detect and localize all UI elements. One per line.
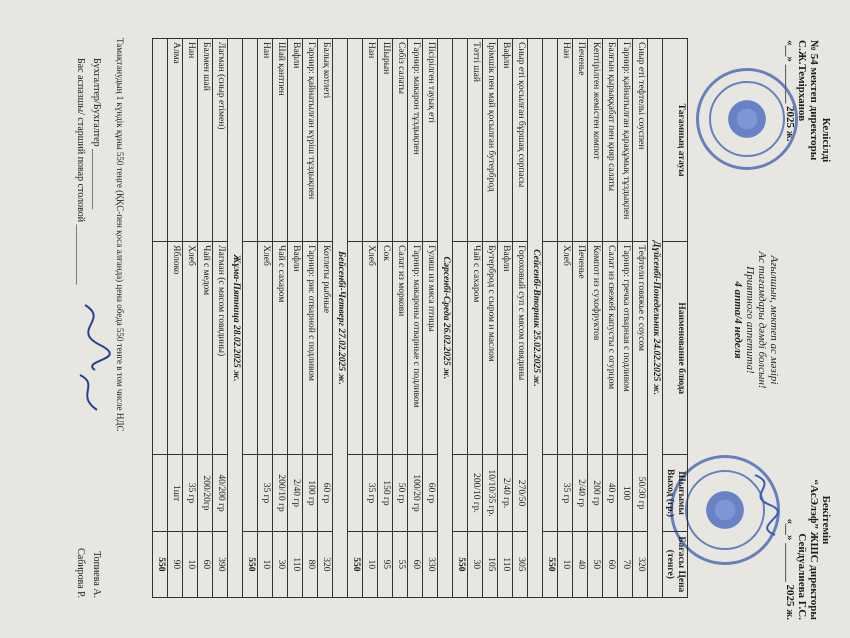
price: 40	[573, 531, 588, 597]
price: 30	[468, 531, 483, 597]
menu-title-block	[732, 220, 780, 420]
header-portion: Шығымы Выход (гр.)	[663, 455, 688, 531]
empty-cell	[453, 242, 468, 455]
empty-cell	[243, 242, 258, 455]
day-total-row	[243, 39, 258, 598]
day-title: Дүйсенбі-Понедельник 24.02.2025 ж.	[648, 39, 663, 598]
table-row	[303, 39, 318, 598]
portion: 35 гр	[363, 455, 378, 531]
dish-name-ru: Чай с сахаром	[468, 242, 483, 455]
empty-cell	[243, 455, 258, 531]
table-row	[258, 39, 273, 598]
day-title-row	[438, 39, 453, 598]
accountant-name: Топиева А.	[91, 551, 102, 598]
dish-name-kz: Нан	[183, 39, 198, 242]
empty-cell	[153, 242, 168, 455]
dish-name-kz: Вафли	[288, 39, 303, 242]
price: 10	[258, 531, 273, 597]
menu-table-body	[153, 39, 663, 598]
portion: 40/200 гр	[213, 455, 228, 531]
table-row	[588, 39, 603, 598]
dish-name-kz: Ірімшік пен май қосылған бутерброд	[483, 39, 498, 242]
day-total: 550	[543, 531, 558, 597]
dish-name-ru: Хлеб	[363, 242, 378, 455]
portion: 200/10 гр	[273, 455, 288, 531]
table-row	[423, 39, 438, 598]
approval-right	[784, 420, 832, 620]
price: 95	[378, 531, 393, 597]
empty-cell	[453, 455, 468, 531]
empty-cell	[153, 39, 168, 242]
price: 320	[318, 531, 333, 597]
dish-name-ru: Салат из моркови	[393, 242, 408, 455]
price-note: Тамақтанудың 1 күндік құны 550 теңге (ҚҚС-пен қоса алғанда) цена обеда 550 тенге в том числе НДС	[115, 38, 125, 432]
dish-name-kz: Гарнир: қайнатылған күріш тұздықпен	[303, 39, 318, 242]
empty-cell	[243, 39, 258, 242]
portion: 60 гр	[423, 455, 438, 531]
dish-name-kz: Гарнир: макарон тұздықпен	[408, 39, 423, 242]
dish-name-kz: Печенье	[573, 39, 588, 242]
portion: 10/10/35 гр.	[483, 455, 498, 531]
dish-name-ru: Лагман (с мясом говядины)	[213, 242, 228, 455]
dish-name-kz: Шай қантпен	[273, 39, 288, 242]
day-total-row	[348, 39, 363, 598]
menu-week: 4 апта/4 неделя	[732, 281, 744, 359]
approval-right-title: Бекітемін	[820, 495, 832, 545]
dish-name-kz: Шырын	[378, 39, 393, 242]
school-stamp	[696, 68, 798, 170]
price: 60	[408, 531, 423, 597]
price: 110	[288, 531, 303, 597]
portion: 200/20гр	[198, 455, 213, 531]
price: 110	[498, 531, 513, 597]
dish-name-ru: Котлеты рыбные	[318, 242, 333, 455]
approval-left-title: Келісілді	[820, 117, 832, 163]
approval-right-line3: «__» _______ 2025 ж.	[784, 518, 796, 620]
price: 60	[603, 531, 618, 597]
portion: 200/10 гр.	[468, 455, 483, 531]
dish-name-kz: Сиыр еті тефтельі соуспен	[633, 39, 648, 242]
dish-name-ru: Гуляш из мяса птицы	[423, 242, 438, 455]
empty-cell	[348, 242, 363, 455]
approval-right-line1: “АсЭлэф” ЖШС директоры	[808, 479, 820, 620]
price: 30	[273, 531, 288, 597]
dish-name-kz: Сәбіз салаты	[393, 39, 408, 242]
table-row	[318, 39, 333, 598]
dish-name-ru: Гороховый суп с мясом говядины	[513, 242, 528, 455]
day-total: 550	[348, 531, 363, 597]
header-ru-name: Наименование блюда	[663, 242, 688, 455]
cook-line: Бас аспазшы/ старший повар столовой ____________ Сабирова Р.	[75, 58, 86, 598]
table-row	[168, 39, 183, 598]
portion: 35 гр	[183, 455, 198, 531]
portion: 35 гр	[258, 455, 273, 531]
dish-name-kz: Тәтті шай	[468, 39, 483, 242]
price: 90	[168, 531, 183, 597]
price: 55	[393, 531, 408, 597]
dish-name-ru: Вафли	[498, 242, 513, 455]
dish-name-kz: Кептірілген жемістен компот	[588, 39, 603, 242]
empty-cell	[348, 39, 363, 242]
dish-name-ru: Чай с медом	[198, 242, 213, 455]
price: 50	[588, 531, 603, 597]
dish-name-ru: Хлеб	[558, 242, 573, 455]
dish-name-kz: Нан	[363, 39, 378, 242]
table-row	[483, 39, 498, 598]
portion: 100	[618, 455, 633, 531]
portion: 1шт	[168, 455, 183, 531]
portion: 40 гр	[603, 455, 618, 531]
empty-cell	[153, 455, 168, 531]
empty-cell	[348, 455, 363, 531]
empty-cell	[543, 455, 558, 531]
cook-label: Бас аспазшы/ старший повар столовой	[75, 58, 86, 223]
portion: 200 гр	[588, 455, 603, 531]
day-total: 550	[453, 531, 468, 597]
table-row	[498, 39, 513, 598]
dish-name-kz: Нан	[258, 39, 273, 242]
table-row	[183, 39, 198, 598]
day-title: Бейсенбі-Четверг 27.02.2025 ж.	[333, 39, 348, 598]
table-row	[288, 39, 303, 598]
price: 390	[213, 531, 228, 597]
table-row	[513, 39, 528, 598]
table-row	[393, 39, 408, 598]
portion: 2/40 гр	[573, 455, 588, 531]
dish-name-ru: Сок	[378, 242, 393, 455]
dish-name-kz: Балық котлеті	[318, 39, 333, 242]
price: 70	[618, 531, 633, 597]
day-title-row	[228, 39, 243, 598]
table-row	[603, 39, 618, 598]
price: 320	[633, 531, 648, 597]
table-row	[408, 39, 423, 598]
dish-name-kz: Сиыр еті қосылған бұршақ сорпасы	[513, 39, 528, 242]
price: 10	[558, 531, 573, 597]
portion: 35 гр	[558, 455, 573, 531]
dish-name-kz: Балмен шай	[198, 39, 213, 242]
portion: 270/50	[513, 455, 528, 531]
dish-name-ru: Салат из свежей капусты с огурцом	[603, 242, 618, 455]
approval-left-line3: «__» _______ 2025 ж.	[784, 40, 796, 142]
table-row	[633, 39, 648, 598]
dish-name-ru: Чай с сахаром	[273, 242, 288, 455]
table-row	[273, 39, 288, 598]
price: 330	[423, 531, 438, 597]
price: 80	[303, 531, 318, 597]
day-title: Сейсенбі-Вторник 25.02.2025 ж.	[528, 39, 543, 598]
day-title-row	[528, 39, 543, 598]
day-total-row	[153, 39, 168, 598]
dish-name-kz: Гарнир: қайнатылған қарақұмық тұздықпен	[618, 39, 633, 242]
price: 10	[363, 531, 378, 597]
portion: 100/20 гр	[408, 455, 423, 531]
dish-name-ru: Гарнир: рис отварной с подливом	[303, 242, 318, 455]
menu-title-line3: Приятного аппетита!	[744, 266, 756, 374]
empty-cell	[543, 242, 558, 455]
portion: 50 гр	[393, 455, 408, 531]
price: 105	[483, 531, 498, 597]
header-kz-name: Тағамның атауы	[663, 39, 688, 242]
cook-name: Сабирова Р.	[75, 548, 86, 598]
dish-name-ru: Гарнир: гречка отварная с подливом	[618, 242, 633, 455]
day-title: Жұма-Пятница 28.02.2025 ж.	[228, 39, 243, 598]
dish-name-ru: Тефтели говяжье с соусом	[633, 242, 648, 455]
dish-name-kz: Алма	[168, 39, 183, 242]
portion: 2/40 гр.	[498, 455, 513, 531]
menu-table	[152, 38, 688, 598]
empty-cell	[543, 39, 558, 242]
table-row	[198, 39, 213, 598]
dish-name-ru: Хлеб	[183, 242, 198, 455]
day-total: 550	[243, 531, 258, 597]
table-header-row	[663, 39, 688, 598]
table-row	[378, 39, 393, 598]
dish-name-ru: Хлеб	[258, 242, 273, 455]
portion: 60 гр	[318, 455, 333, 531]
accountant-line: Бухгалтер/Бухгалтер ____________ Топиева А.	[91, 58, 102, 598]
dish-name-ru: Компот из сухофруктов	[588, 242, 603, 455]
portion: 2/40 гр	[288, 455, 303, 531]
approval-right-line2: Сейдуалиева Г.С.	[796, 533, 808, 620]
table-row	[558, 39, 573, 598]
portion: 100 гр	[303, 455, 318, 531]
portion: 50/30 гр	[633, 455, 648, 531]
dish-name-kz: Балғын қырыққабат пен қияр салаты	[603, 39, 618, 242]
table-row	[573, 39, 588, 598]
header-price: Бағасы Цена (тенге)	[663, 531, 688, 597]
dish-name-ru: Гарнир: макароны отварные с подливом	[408, 242, 423, 455]
director-signature	[740, 470, 790, 540]
empty-cell	[453, 39, 468, 242]
day-total-row	[543, 39, 558, 598]
day-total-row	[453, 39, 468, 598]
table-row	[363, 39, 378, 598]
day-title-row	[648, 39, 663, 598]
dish-name-kz: Пісірілген тауық еті	[423, 39, 438, 242]
approval-left-line2: С.Ж.Темірханов	[796, 40, 808, 122]
menu-title-line1: Ағылшын, мектеп ас мәзірі	[768, 255, 780, 385]
day-title: Сәрсенбі-Среда 26.02.2025 ж.	[438, 39, 453, 598]
dish-name-kz: Нан	[558, 39, 573, 242]
dish-name-ru: Вафли	[288, 242, 303, 455]
dish-name-ru: Бутерброд с сыром и маслом	[483, 242, 498, 455]
portion: 150 гр	[378, 455, 393, 531]
staff-signatures	[65, 300, 115, 420]
day-total: 550	[153, 531, 168, 597]
price: 305	[513, 531, 528, 597]
price: 60	[198, 531, 213, 597]
approval-left-line1: № 54 мектеп директоры	[808, 40, 820, 161]
dish-name-ru: Печенье	[573, 242, 588, 455]
price: 10	[183, 531, 198, 597]
accountant-label: Бухгалтер/Бухгалтер	[91, 58, 102, 147]
table-row	[468, 39, 483, 598]
dish-name-kz: Лагман (сиыр етімен)	[213, 39, 228, 242]
table-row	[618, 39, 633, 598]
menu-title-line2: Ас тағамдары дәмді болсын!	[756, 251, 768, 389]
dish-name-kz: Вафли	[498, 39, 513, 242]
dish-name-ru: Яблоко	[168, 242, 183, 455]
table-row	[213, 39, 228, 598]
day-title-row	[333, 39, 348, 598]
